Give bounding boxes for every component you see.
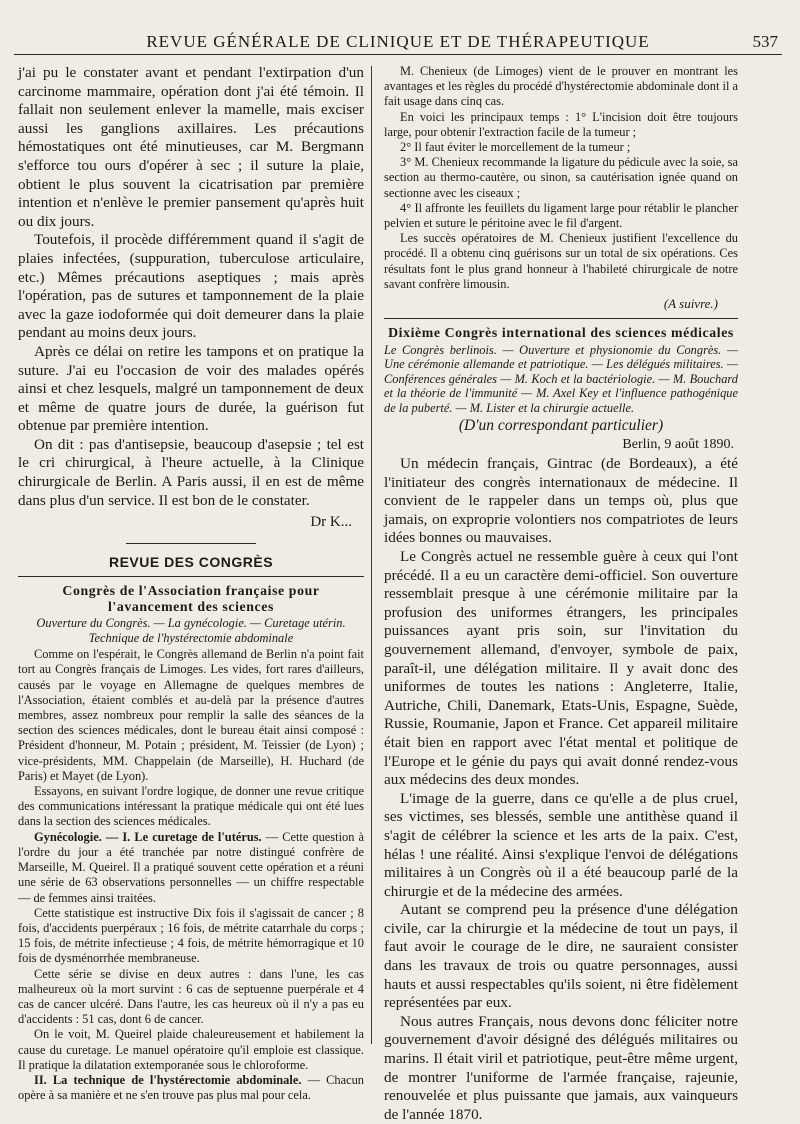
subsection-text: — Chacun opère à sa manière et ne s'en trouve pas plus mal pour cela. bbox=[18, 1072, 365, 1103]
article-title: Dixième Congrès international des sciences médicales bbox=[388, 325, 734, 341]
body-paragraph: On le voit, M. Queirel plaide chaleureusement et habilement la cause du curetage. Le manuel opératoire qu'il emploie est classique. Il pratique la dilatation extemporanée sous le chloroforme. bbox=[18, 1027, 364, 1072]
author-signature: Dr K... bbox=[310, 514, 352, 531]
body-paragraph: 2° Il faut éviter le morcellement de la tumeur ; bbox=[400, 140, 631, 155]
body-paragraph: On dit : pas d'antisepsie, beaucoup d'asepsie ; tel est le cri chirurgical, à l'heure actuelle, à la Clinique chirurgicale de Berlin. A Paris aussi, il en est de même dans plus d'un service. Il est bon de le constater. bbox=[18, 435, 364, 509]
section-rule bbox=[126, 543, 256, 544]
body-paragraph: Comme on l'espérait, le Congrès allemand de Berlin n'a point fait tort au Congrès français de Limoges. Les vides, fort rares d'ailleurs, causés par le voyage en Allemagne de quelques membres de l'Association, étaient comblés et au-delà par la présence d'autres membres, assez nombreux pour remplir la salle des séances de la section des sciences médicales, dont le bureau était ainsi composé : Président d'honneur, M. Potain ; président, M. Teissier (de Lyon) ; vice-présidents, MM. Chappelain (de Marseille), H. Huchard (de Paris) et Mayet (de Lyon). bbox=[18, 647, 364, 783]
body-paragraph bbox=[18, 1073, 364, 1103]
article-title: Congrès de l'Association française pour l'avancement des sciences bbox=[62, 583, 320, 614]
column-divider bbox=[371, 66, 372, 1044]
body-paragraph: Après ce délai on retire les tampons et on pratique la suture. J'ai eu l'occasion de voir des malades opérés ainsi et chez lesquels, malgré un tamponnement de deux et même de quatre jours de durée, la guérison fut obtenue par première intention. bbox=[18, 342, 364, 435]
body-paragraph: En voici les principaux temps : 1° L'incision doit être toujours large, pour obtenir l'extraction facile de la tumeur ; bbox=[384, 109, 738, 139]
page-number: 537 bbox=[752, 32, 778, 51]
subsection-text: — Cette question à l'ordre du jour a été tranchée par notre distingué confrère de Marseille, M. Queirel. Il a pratiqué souvent cette opération et a réuni une série de 63 observations personnelles — un chiffre respectable — de femmes ainsi traitées. bbox=[18, 829, 364, 905]
body-paragraph: L'image de la guerre, dans ce qu'elle a de plus cruel, ses victimes, ses blessés, semble une antithèse quand il s'agit de célébrer la science et les arts de la paix. C'est, hélas ! une réalité. Ainsi s'explique l'envoi de délégations militaires à un Congrès où il a été beaucoup parlé de la chirurgie et de la médecine des armées. bbox=[384, 789, 738, 900]
running-header bbox=[14, 30, 782, 55]
continued-note: (A suivre.) bbox=[663, 296, 718, 312]
body-paragraph: Le Congrès actuel ne ressemble guère à ceux qui l'ont précédé. Il a eu un caractère demi-officiel. Son ouverture ressemblait presque à une cérémonie militaire par la profusion des uniformes étrangers, les principales puissances ayant pris soin, sur l'invitation du gouvernement allemand, d'envoyer, symbole de paix, paraît-il, une délégation militaire. Il y avait donc des uniformes de toutes les nations : Angleterre, Italie, Autriche, Chili, Danemark, Etats-Unis, Espagne, Suède, Russie, Roumanie, Japon et France. Cet appareil militaire était bien en rapport avec l'état mental et politique de l'Europe et le génie du pays qui avait donné rendez-vous aux médecins des deux mondes. bbox=[384, 548, 738, 789]
article-summary: Ouverture du Congrès. — La gynécologie. — Curetage utérin. Technique de l'hystérectomie abdominale bbox=[36, 616, 346, 645]
body-paragraph: Toutefois, il procède différemment quand il s'agit de plaies infectées, (suppuration, tuberculose articulaire, etc.) Mêmes précautions aseptiques ; mais après l'opération, pas de sutures et tamponnement de la plaie avec la gaze iodoformée qui doit demeurer dans la plaie pendant au moins deux jours. bbox=[18, 231, 364, 342]
running-title: REVUE GÉNÉRALE DE CLINIQUE ET DE THÉRAPEUTIQUE bbox=[146, 32, 650, 51]
left-column bbox=[18, 64, 364, 1103]
dateline: Berlin, 9 août 1890. bbox=[622, 437, 734, 453]
correspondent-line: (D'un correspondant particulier) bbox=[458, 417, 664, 435]
body-paragraph bbox=[18, 830, 364, 906]
body-paragraph: Essayons, en suivant l'ordre logique, de donner une revue critique des communications intéressant la pratique médicale qui ont été lues dans la section des sciences médicales. bbox=[18, 784, 364, 829]
body-paragraph: j'ai pu le constater avant et pendant l'extirpation d'un carcinome mammaire, opération dont j'ai été témoin. Il fallait non seulement enlever la mamelle, mais exciser aussi les ganglions axillaires. Les précautions hémostatiques ont été minutieuses, car M. Bergmann s'efforce tou ours d'opérer à sec ; il suture la plaie, obtient le plus souvent la cicatrisation par première intention et n'enlève le premier pansement qu'après huit ou dix jours. bbox=[18, 64, 364, 230]
body-paragraph: Cette série se divise en deux autres : dans l'une, les cas malheureux où la mort survint : 6 cas de septuenne puerpérale et 4 cas de cancer ulcéré. Dans l'autre, les cas heureux où il n'y a pas eu d'accidents : 51 cas, dont 6 de cancer. bbox=[18, 966, 364, 1027]
section-heading: REVUE DES CONGRÈS bbox=[108, 554, 274, 571]
body-paragraph: 3° M. Chenieux recommande la ligature du pédicule avec la soie, sa section au thermo-cautère, ou sinon, sa cautérisation ignée quand on sectionne avec les ciseaux ; bbox=[384, 155, 738, 200]
body-paragraph: Nous autres Français, nous devons donc féliciter notre gouvernement d'avoir désigné des délégués militaires ou marins. Il était viril et patriotique, peut-être même urgent, de montrer l'uniforme de l'armée française, rajeunie, renouvelée et plus puissante que jamais, aux vainqueurs de l'année 1870. bbox=[384, 1012, 738, 1123]
body-paragraph: Autant se comprend peu la présence d'une délégation civile, car la chirurgie et la médecine de tout un pays, il faut avoir le courage de le dire, ne sauraient consister dans les travaux de trois ou quatre personnages, aussi hauts et aussi respectables qu'ils soient, ni être fidèlement représentées par eux. bbox=[384, 901, 738, 1012]
body-paragraph: Un médecin français, Gintrac (de Bordeaux), a été l'initiateur des congrès internationaux de médecine. Il convient de le rappeler dans un temps où, plus que jamais, on exproprie volontiers nos compatriotes de leurs idées bonnes ou mauvaises. bbox=[384, 455, 738, 547]
body-paragraph: M. Chenieux (de Limoges) vient de le prouver en montrant les avantages et les règles du procédé d'hystérectomie abdominale dont il a fait usage dans cinq cas. bbox=[384, 64, 738, 109]
subsection-lead: Gynécologie. — I. Le curetage de l'utérus. bbox=[34, 829, 262, 844]
body-paragraph: Les succès opératoires de M. Chenieux justifient l'excellence du procédé. Il a obtenu cinq guérisons sur un total de six opérations. Ces résultats font le plus grand honneur à l'habileté chirurgicale de notre savant confrère limousin. bbox=[384, 231, 738, 291]
subsection-lead: II. La technique de l'hystérectomie abdominale. bbox=[34, 1072, 302, 1087]
section-rule bbox=[384, 318, 738, 319]
body-paragraph: Cette statistique est instructive Dix fois il s'agissait de cancer ; 8 fois, d'accidents puerpéraux ; 16 fois, de métrite catarrhale du corps ; 15 fois, de métrite infectieuse ; 4 fois, de métrite hémorragique et 10 fois de dysménorrhée membraneuse. bbox=[18, 905, 364, 966]
body-paragraph: 4° Il affronte les feuillets du ligament large pour rétablir le plancher pelvien et suture le péritoine avec le fil d'argent. bbox=[384, 200, 738, 231]
section-rule bbox=[18, 576, 364, 577]
right-column bbox=[384, 64, 738, 1124]
article-summary: Le Congrès berlinois. — Ouverture et physionomie du Congrès. — Une cérémonie allemande et patriotique. — Les délégués militaires. — Conférences générales — M. Koch et la bactériologie. — M. Bouchard et la théorie de l'immunité — M. Axel Key et l'influence pathogénique de la puberté. — M. Lister et la chirurgie actuelle. bbox=[384, 342, 738, 415]
